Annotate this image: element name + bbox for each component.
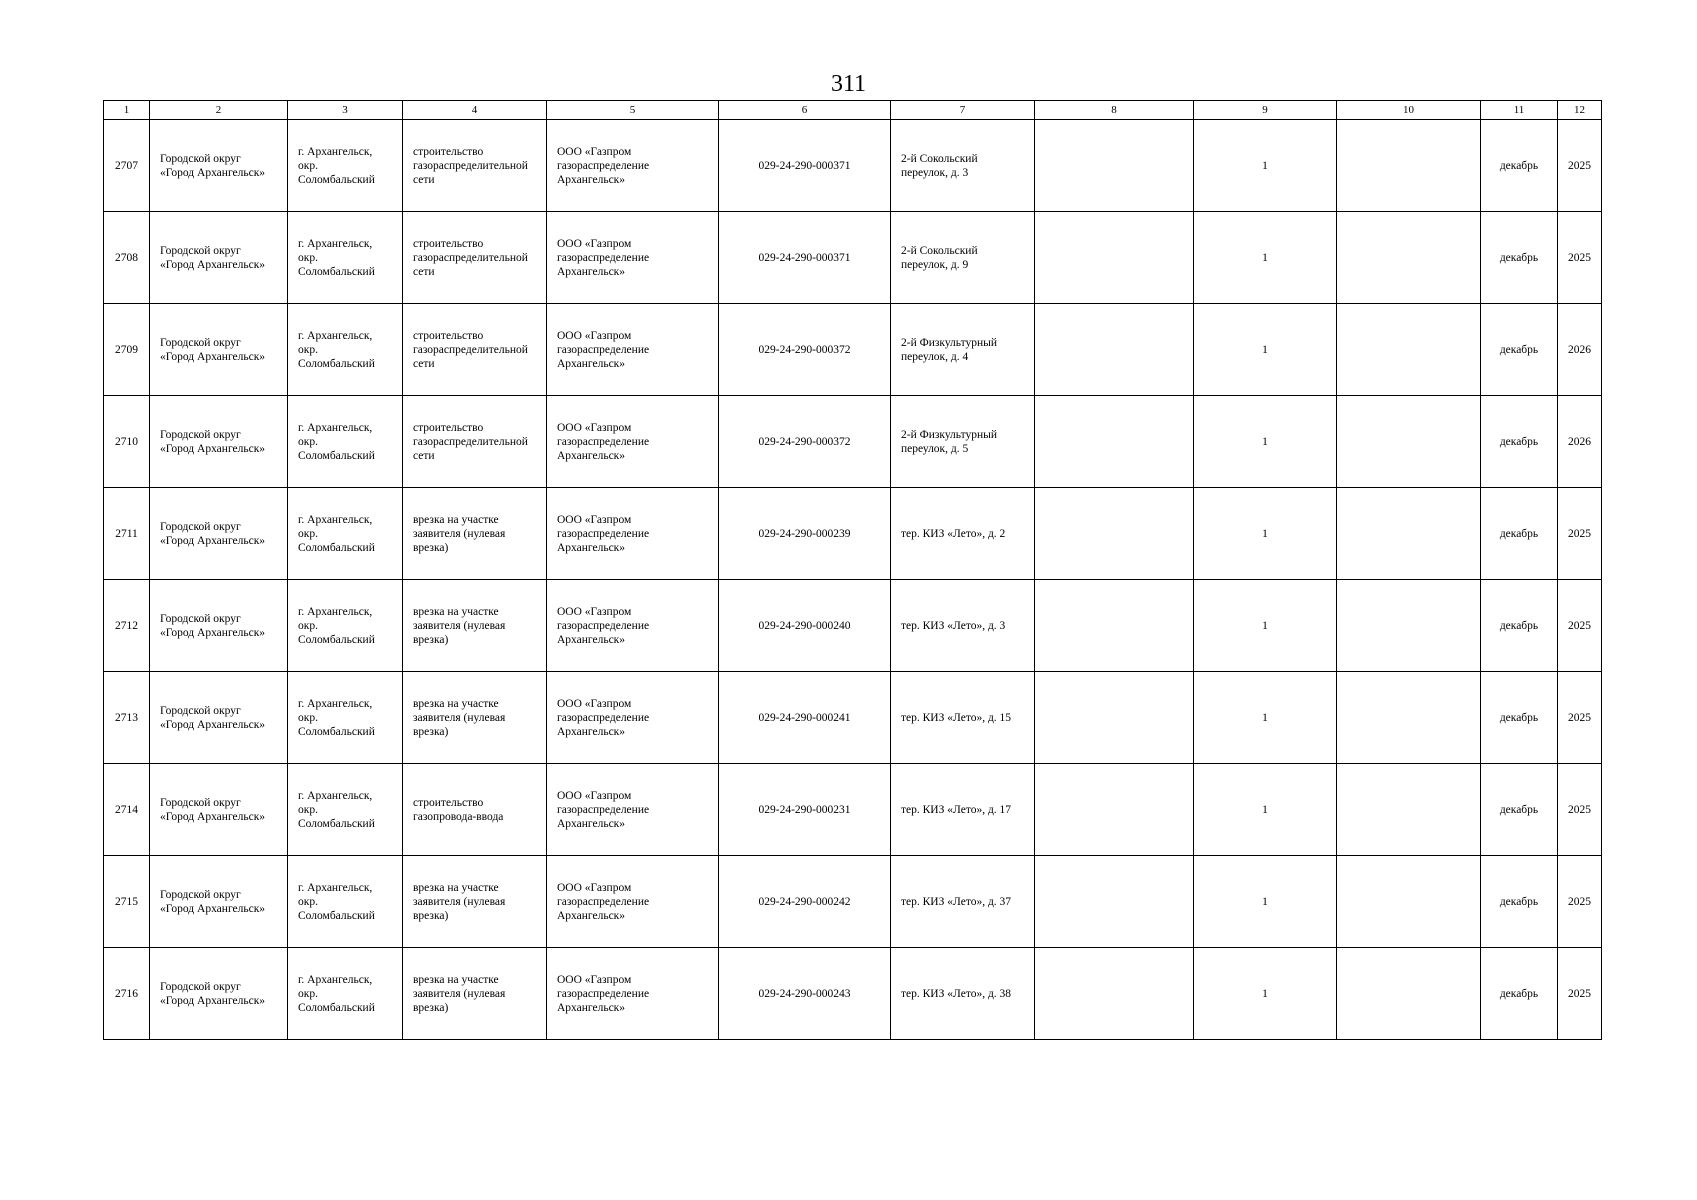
work-type-cell: строительство газораспределительной сети [403,120,547,212]
address-cell: тер. КИЗ «Лето», д. 15 [891,672,1035,764]
work-type-cell: врезка на участке заявителя (нулевая врезка) [403,672,547,764]
district-cell: Городской округ «Город Архангельск» [150,396,288,488]
row-number-cell: 2710 [104,396,150,488]
district-cell: Городской округ «Город Архангельск» [150,856,288,948]
locality-cell: г. Архангельск, окр. Соломбальский [288,856,403,948]
column-number-header: 7 [891,101,1035,120]
month-cell: декабрь [1481,856,1558,948]
address-cell: тер. КИЗ «Лето», д. 37 [891,856,1035,948]
locality-cell: г. Архангельск, окр. Соломбальский [288,212,403,304]
column-8-cell [1035,856,1194,948]
organization-cell: ООО «Газпром газораспределение Архангельск» [547,120,719,212]
count-cell: 1 [1194,764,1337,856]
column-number-header: 12 [1558,101,1602,120]
row-number-cell: 2715 [104,856,150,948]
district-cell: Городской округ «Город Архангельск» [150,212,288,304]
organization-cell: ООО «Газпром газораспределение Архангельск» [547,212,719,304]
count-cell: 1 [1194,396,1337,488]
work-type-cell: врезка на участке заявителя (нулевая врезка) [403,580,547,672]
address-cell: 2-й Физкультурный переулок, д. 5 [891,396,1035,488]
column-number-header: 10 [1337,101,1481,120]
address-cell: тер. КИЗ «Лето», д. 38 [891,948,1035,1040]
column-number-row [104,101,1602,120]
row-number-cell: 2714 [104,764,150,856]
object-code-cell: 029-24-290-000372 [719,396,891,488]
table-row [104,580,1602,672]
register-table [103,100,1602,1040]
organization-cell: ООО «Газпром газораспределение Архангельск» [547,488,719,580]
row-number-cell: 2713 [104,672,150,764]
table-row [104,856,1602,948]
column-8-cell [1035,948,1194,1040]
work-type-cell: строительство газораспределительной сети [403,212,547,304]
district-cell: Городской округ «Город Архангельск» [150,304,288,396]
column-10-cell [1337,764,1481,856]
table-row [104,948,1602,1040]
count-cell: 1 [1194,120,1337,212]
locality-cell: г. Архангельск, окр. Соломбальский [288,120,403,212]
year-cell: 2026 [1558,304,1602,396]
work-type-cell: строительство газопровода-ввода [403,764,547,856]
column-number-header: 11 [1481,101,1558,120]
row-number-cell: 2711 [104,488,150,580]
object-code-cell: 029-24-290-000231 [719,764,891,856]
count-cell: 1 [1194,856,1337,948]
column-number-header: 4 [403,101,547,120]
column-10-cell [1337,396,1481,488]
month-cell: декабрь [1481,948,1558,1040]
count-cell: 1 [1194,948,1337,1040]
column-10-cell [1337,212,1481,304]
locality-cell: г. Архангельск, окр. Соломбальский [288,488,403,580]
column-number-header: 2 [150,101,288,120]
column-10-cell [1337,120,1481,212]
table-row [104,672,1602,764]
address-cell: тер. КИЗ «Лето», д. 3 [891,580,1035,672]
object-code-cell: 029-24-290-000243 [719,948,891,1040]
count-cell: 1 [1194,672,1337,764]
address-cell: тер. КИЗ «Лето», д. 2 [891,488,1035,580]
organization-cell: ООО «Газпром газораспределение Архангельск» [547,580,719,672]
month-cell: декабрь [1481,672,1558,764]
object-code-cell: 029-24-290-000371 [719,212,891,304]
district-cell: Городской округ «Город Архангельск» [150,488,288,580]
organization-cell: ООО «Газпром газораспределение Архангельск» [547,764,719,856]
organization-cell: ООО «Газпром газораспределение Архангельск» [547,396,719,488]
locality-cell: г. Архангельск, окр. Соломбальский [288,672,403,764]
table-row [104,304,1602,396]
year-cell: 2025 [1558,948,1602,1040]
object-code-cell: 029-24-290-000372 [719,304,891,396]
column-10-cell [1337,304,1481,396]
column-10-cell [1337,948,1481,1040]
column-8-cell [1035,120,1194,212]
count-cell: 1 [1194,488,1337,580]
object-code-cell: 029-24-290-000239 [719,488,891,580]
work-type-cell: врезка на участке заявителя (нулевая врезка) [403,856,547,948]
district-cell: Городской округ «Город Архангельск» [150,120,288,212]
organization-cell: ООО «Газпром газораспределение Архангельск» [547,856,719,948]
column-10-cell [1337,856,1481,948]
organization-cell: ООО «Газпром газораспределение Архангельск» [547,948,719,1040]
column-number-header: 1 [104,101,150,120]
district-cell: Городской округ «Город Архангельск» [150,764,288,856]
work-type-cell: врезка на участке заявителя (нулевая врезка) [403,948,547,1040]
year-cell: 2025 [1558,672,1602,764]
year-cell: 2026 [1558,396,1602,488]
year-cell: 2025 [1558,120,1602,212]
work-type-cell: врезка на участке заявителя (нулевая врезка) [403,488,547,580]
locality-cell: г. Архангельск, окр. Соломбальский [288,580,403,672]
district-cell: Городской округ «Город Архангельск» [150,948,288,1040]
row-number-cell: 2712 [104,580,150,672]
month-cell: декабрь [1481,396,1558,488]
year-cell: 2025 [1558,212,1602,304]
locality-cell: г. Архангельск, окр. Соломбальский [288,948,403,1040]
count-cell: 1 [1194,212,1337,304]
address-cell: 2-й Сокольский переулок, д. 9 [891,212,1035,304]
month-cell: декабрь [1481,488,1558,580]
column-number-header: 5 [547,101,719,120]
locality-cell: г. Архангельск, окр. Соломбальский [288,396,403,488]
work-type-cell: строительство газораспределительной сети [403,396,547,488]
address-cell: 2-й Сокольский переулок, д. 3 [891,120,1035,212]
column-8-cell [1035,304,1194,396]
year-cell: 2025 [1558,488,1602,580]
object-code-cell: 029-24-290-000241 [719,672,891,764]
object-code-cell: 029-24-290-000371 [719,120,891,212]
column-8-cell [1035,672,1194,764]
locality-cell: г. Архангельск, окр. Соломбальский [288,304,403,396]
column-10-cell [1337,488,1481,580]
table-body [104,120,1602,1040]
month-cell: декабрь [1481,212,1558,304]
address-cell: 2-й Физкультурный переулок, д. 4 [891,304,1035,396]
column-8-cell [1035,396,1194,488]
page-number: 311 [830,71,867,97]
year-cell: 2025 [1558,764,1602,856]
month-cell: декабрь [1481,580,1558,672]
column-8-cell [1035,488,1194,580]
table-row [104,396,1602,488]
row-number-cell: 2708 [104,212,150,304]
work-type-cell: строительство газораспределительной сети [403,304,547,396]
month-cell: декабрь [1481,304,1558,396]
locality-cell: г. Архангельск, окр. Соломбальский [288,764,403,856]
month-cell: декабрь [1481,764,1558,856]
row-number-cell: 2709 [104,304,150,396]
district-cell: Городской округ «Город Архангельск» [150,672,288,764]
column-number-header: 8 [1035,101,1194,120]
address-cell: тер. КИЗ «Лето», д. 17 [891,764,1035,856]
table-row [104,212,1602,304]
row-number-cell: 2716 [104,948,150,1040]
table-row [104,120,1602,212]
column-8-cell [1035,764,1194,856]
table-row [104,764,1602,856]
table-row [104,488,1602,580]
column-number-header: 6 [719,101,891,120]
column-8-cell [1035,212,1194,304]
year-cell: 2025 [1558,856,1602,948]
object-code-cell: 029-24-290-000242 [719,856,891,948]
object-code-cell: 029-24-290-000240 [719,580,891,672]
count-cell: 1 [1194,304,1337,396]
organization-cell: ООО «Газпром газораспределение Архангельск» [547,672,719,764]
column-8-cell [1035,580,1194,672]
organization-cell: ООО «Газпром газораспределение Архангельск» [547,304,719,396]
year-cell: 2025 [1558,580,1602,672]
column-number-header: 3 [288,101,403,120]
column-10-cell [1337,580,1481,672]
column-10-cell [1337,672,1481,764]
district-cell: Городской округ «Город Архангельск» [150,580,288,672]
row-number-cell: 2707 [104,120,150,212]
count-cell: 1 [1194,580,1337,672]
month-cell: декабрь [1481,120,1558,212]
column-number-header: 9 [1194,101,1337,120]
